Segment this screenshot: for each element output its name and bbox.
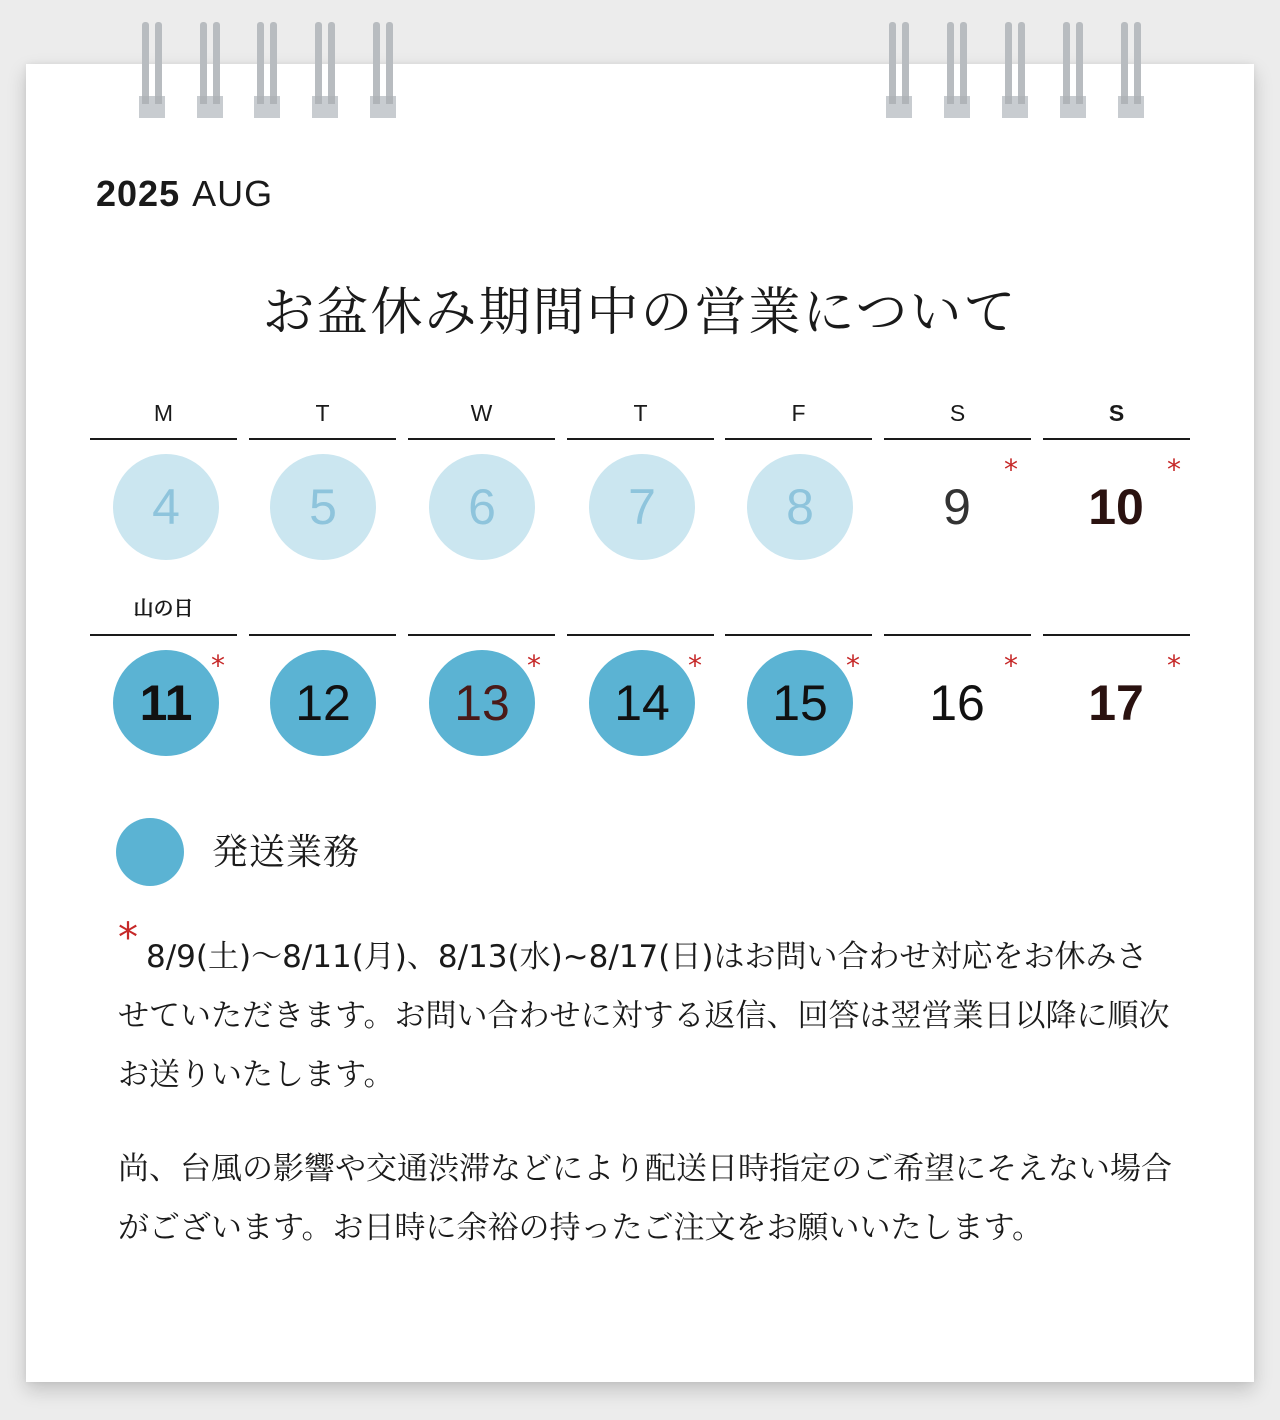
day-cell: 16	[929, 675, 985, 731]
day-cell: 6	[429, 454, 535, 560]
calendar-month-heading	[96, 172, 273, 216]
notice-text: 8/9(土)〜8/11(月)、8/13(水)~8/17(日)はお問い合わせ対応をお休みさせていただきます。お問い合わせに対する返信、回答は翌営業日以降に順次お送りいたします。	[118, 939, 1170, 1093]
binder-ring-icon	[1060, 22, 1086, 118]
weekday-sat: S	[949, 400, 966, 426]
divider	[408, 634, 555, 636]
day-cell: 15	[747, 650, 853, 756]
divider	[90, 438, 237, 440]
divider	[90, 634, 237, 636]
weekday-wed: W	[470, 400, 493, 426]
divider	[1043, 634, 1190, 636]
weekday-sun: S	[1108, 400, 1125, 426]
divider	[884, 634, 1031, 636]
day-cell: 13	[429, 650, 535, 756]
divider	[1043, 438, 1190, 440]
binder-ring-icon	[312, 22, 338, 118]
notice-paragraph: 尚、台風の影響や交通渋滞などにより配送日時指定のご希望にそえない場合がございます。お日時に余裕の持ったご注文をお願いいたします。	[118, 1151, 1172, 1246]
binder-ring-icon	[944, 22, 970, 118]
binder-ring-icon	[1002, 22, 1028, 118]
page-title: お盆休み期間中の営業について	[262, 283, 1018, 343]
closure-mark-icon: *	[1004, 453, 1018, 486]
closure-mark-icon: *	[688, 649, 702, 682]
day-cell: 7	[589, 454, 695, 560]
closure-mark-icon: *	[1004, 649, 1018, 682]
note-marker-icon: *	[118, 915, 138, 961]
binder-ring-icon	[254, 22, 280, 118]
divider	[725, 634, 872, 636]
day-cell: 14	[589, 650, 695, 756]
weekday-tue: T	[315, 400, 330, 426]
day-cell: 8	[747, 454, 853, 560]
weekday-mon: M	[153, 400, 174, 426]
year: 2025	[96, 173, 181, 214]
closure-mark-icon: *	[211, 649, 225, 682]
binder-ring-icon	[197, 22, 223, 118]
day-cell: 4	[113, 454, 219, 560]
day-cell: 10	[1088, 479, 1144, 535]
binder-ring-icon	[370, 22, 396, 118]
day-cell: 9	[943, 479, 971, 535]
divider	[567, 634, 714, 636]
divider	[249, 634, 396, 636]
legend-label: 発送業務	[212, 832, 361, 873]
divider	[408, 438, 555, 440]
weekday-thu: T	[633, 400, 648, 426]
closure-mark-icon: *	[1167, 453, 1181, 486]
notice-paragraph	[118, 928, 1178, 1105]
divider	[249, 438, 396, 440]
day-cell: 11	[113, 650, 219, 756]
binder-ring-icon	[139, 22, 165, 118]
divider	[567, 438, 714, 440]
month: AUG	[192, 173, 274, 214]
divider	[725, 438, 872, 440]
weekday-fri: F	[791, 400, 806, 426]
closure-mark-icon: *	[1167, 649, 1181, 682]
closure-mark-icon: *	[846, 649, 860, 682]
day-cell: 17	[1088, 675, 1144, 731]
holiday-label: 山の日	[133, 596, 194, 620]
day-cell: 12	[270, 650, 376, 756]
legend-dot-icon	[116, 818, 184, 886]
binder-ring-icon	[1118, 22, 1144, 118]
day-cell: 5	[270, 454, 376, 560]
binder-ring-icon	[886, 22, 912, 118]
closure-mark-icon: *	[527, 649, 541, 682]
divider	[884, 438, 1031, 440]
